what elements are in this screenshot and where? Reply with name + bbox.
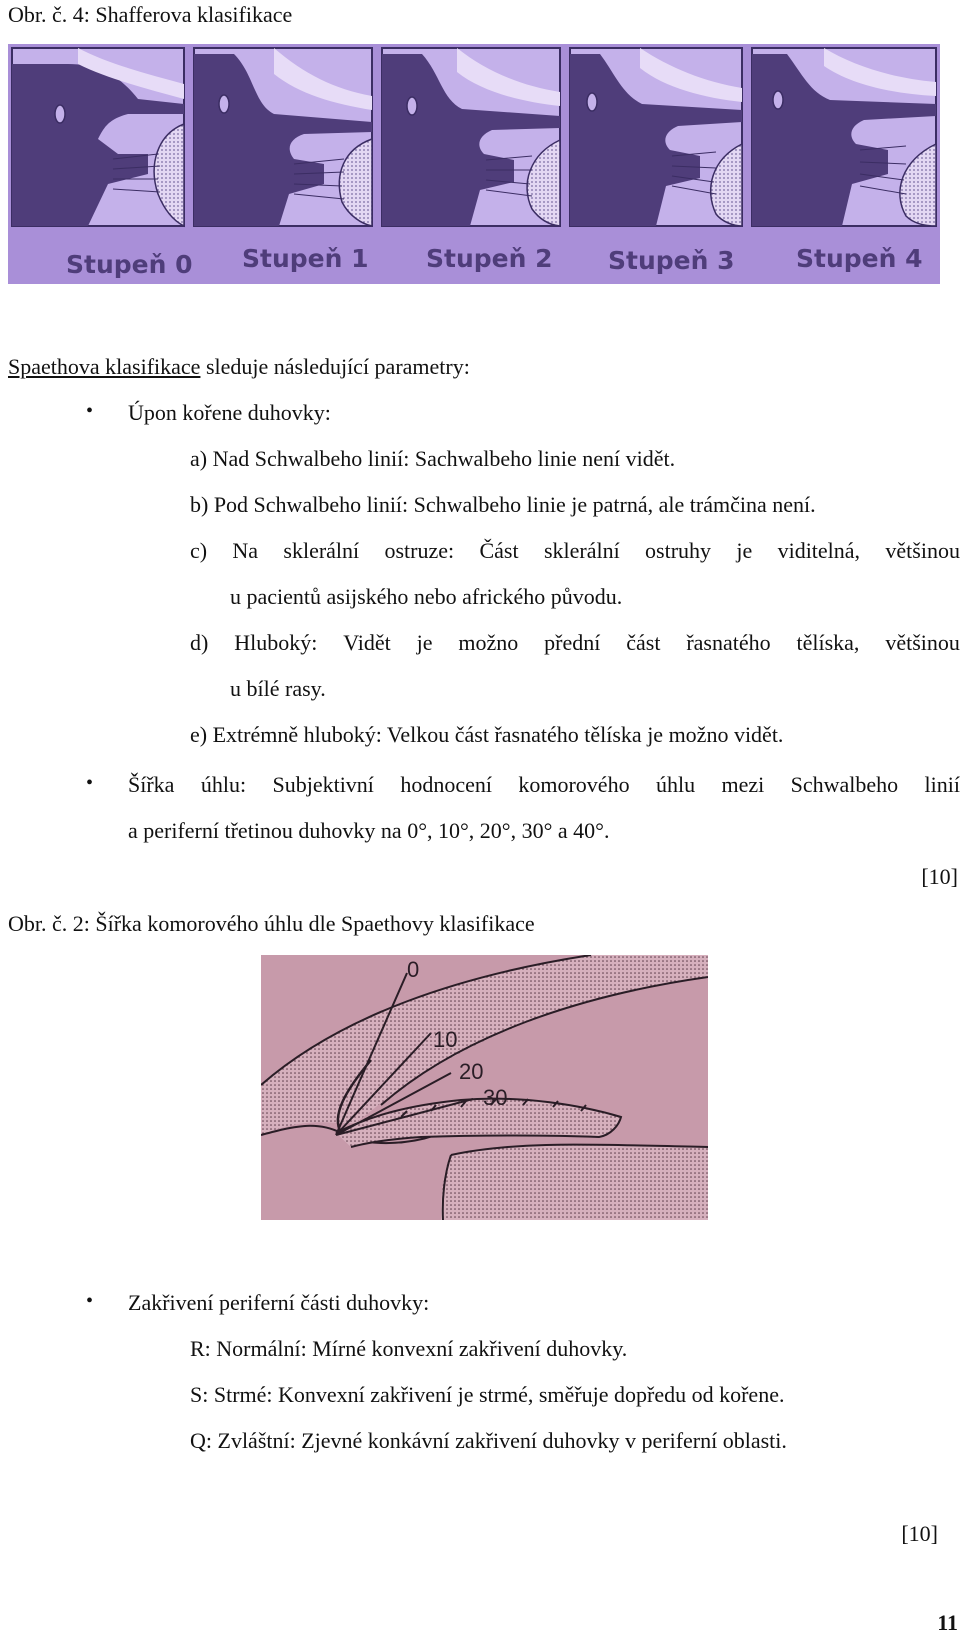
word: Schwalbeho: [790, 772, 899, 797]
word: Na: [232, 538, 259, 563]
word: sklerální: [543, 538, 620, 563]
word: je: [416, 630, 433, 655]
word: Hluboký:: [234, 630, 318, 655]
panel-stage-3: [570, 48, 742, 226]
curvature-r: R: Normální: Mírné konvexní zakřivení duhovky.: [190, 1336, 628, 1361]
width-line2: a periferní třetinou duhovky na 0°, 10°, 20°, 30° a 40°.: [128, 818, 610, 843]
word: většinou: [885, 538, 960, 563]
insertion-d-line2: u bílé rasy.: [230, 676, 326, 701]
spaeth-intro: [8, 354, 470, 380]
word: přední: [544, 630, 601, 655]
word: ostruhy: [645, 538, 712, 563]
bullet-icon: •: [86, 400, 94, 422]
curvature-title: Zakřivení periferní části duhovky:: [128, 1290, 430, 1315]
stage-label-1: Stupeň 1: [242, 244, 369, 273]
figure1-caption: Obr. č. 4: Shafferova klasifikace: [8, 2, 293, 27]
panel-stage-1: [194, 48, 372, 226]
word: ostruze:: [384, 538, 455, 563]
panel-stage-0: [12, 48, 184, 226]
word: Subjektivní: [272, 772, 374, 797]
word: Šířka: [128, 772, 175, 797]
word: řasnatého: [686, 630, 771, 655]
angle-label-0: 0: [407, 957, 420, 982]
word: úhlu: [655, 772, 696, 797]
insertion-d-line1: [190, 630, 960, 656]
bullet-icon: •: [86, 1290, 94, 1312]
angle-label-20: 20: [459, 1059, 484, 1084]
word: komorového: [518, 772, 630, 797]
word: sklerální: [283, 538, 360, 563]
word: d): [190, 630, 209, 655]
panel-stage-2: [382, 48, 560, 226]
page-number: 11: [937, 1610, 958, 1635]
bullet-icon: •: [86, 772, 94, 794]
word: většinou: [885, 630, 960, 655]
stage-label-0: Stupeň 0: [66, 250, 193, 279]
curvature-s: S: Strmé: Konvexní zakřivení je strmé, směřuje dopředu od kořene.: [190, 1382, 785, 1407]
spaeth-classification-link[interactable]: Spaethova klasifikace: [8, 354, 201, 379]
word: je: [736, 538, 753, 563]
angle-label-10: 10: [433, 1027, 458, 1052]
word: hodnocení: [400, 772, 492, 797]
shaffer-figure: [8, 44, 940, 284]
word: c): [190, 538, 208, 563]
shaffer-panels: [12, 48, 936, 226]
word: úhlu:: [200, 772, 247, 797]
word: možno: [458, 630, 519, 655]
word: linií: [924, 772, 960, 797]
insertion-c-line1: [190, 538, 960, 564]
reference-1: [10]: [921, 864, 958, 889]
insertion-c-line2: u pacientů asijského nebo afrického původu.: [230, 584, 623, 609]
reference-2: [10]: [901, 1521, 938, 1546]
stage-label-3: Stupeň 3: [608, 246, 735, 275]
stage-label-2: Stupeň 2: [426, 244, 553, 273]
insertion-title: Úpon kořene duhovky:: [128, 400, 331, 425]
stage-label-4: Stupeň 4: [796, 244, 923, 273]
curvature-q: Q: Zvláštní: Zjevné konkávní zakřivení duhovky v periferní oblasti.: [190, 1428, 787, 1453]
word: mezi: [721, 772, 765, 797]
spaeth-angle-figure: [261, 955, 708, 1220]
word: část: [626, 630, 661, 655]
angle-label-30: 30: [483, 1085, 508, 1110]
word: Vidět: [343, 630, 391, 655]
word: Část: [479, 538, 519, 563]
spaeth-intro-rest: sleduje následující parametry:: [200, 354, 470, 379]
word: tělíska,: [796, 630, 860, 655]
insertion-e: e) Extrémně hluboký: Velkou část řasnatého tělíska je možno vidět.: [190, 722, 784, 747]
insertion-a: a) Nad Schwalbeho linií: Sachwalbeho linie není vidět.: [190, 446, 676, 471]
width-line1: [128, 772, 960, 798]
panel-stage-4: [752, 48, 936, 226]
insertion-b: b) Pod Schwalbeho linií: Schwalbeho linie je patrná, ale trámčina není.: [190, 492, 816, 517]
figure2-caption: Obr. č. 2: Šířka komorového úhlu dle Spaethovy klasifikace: [8, 911, 535, 936]
word: viditelná,: [777, 538, 861, 563]
